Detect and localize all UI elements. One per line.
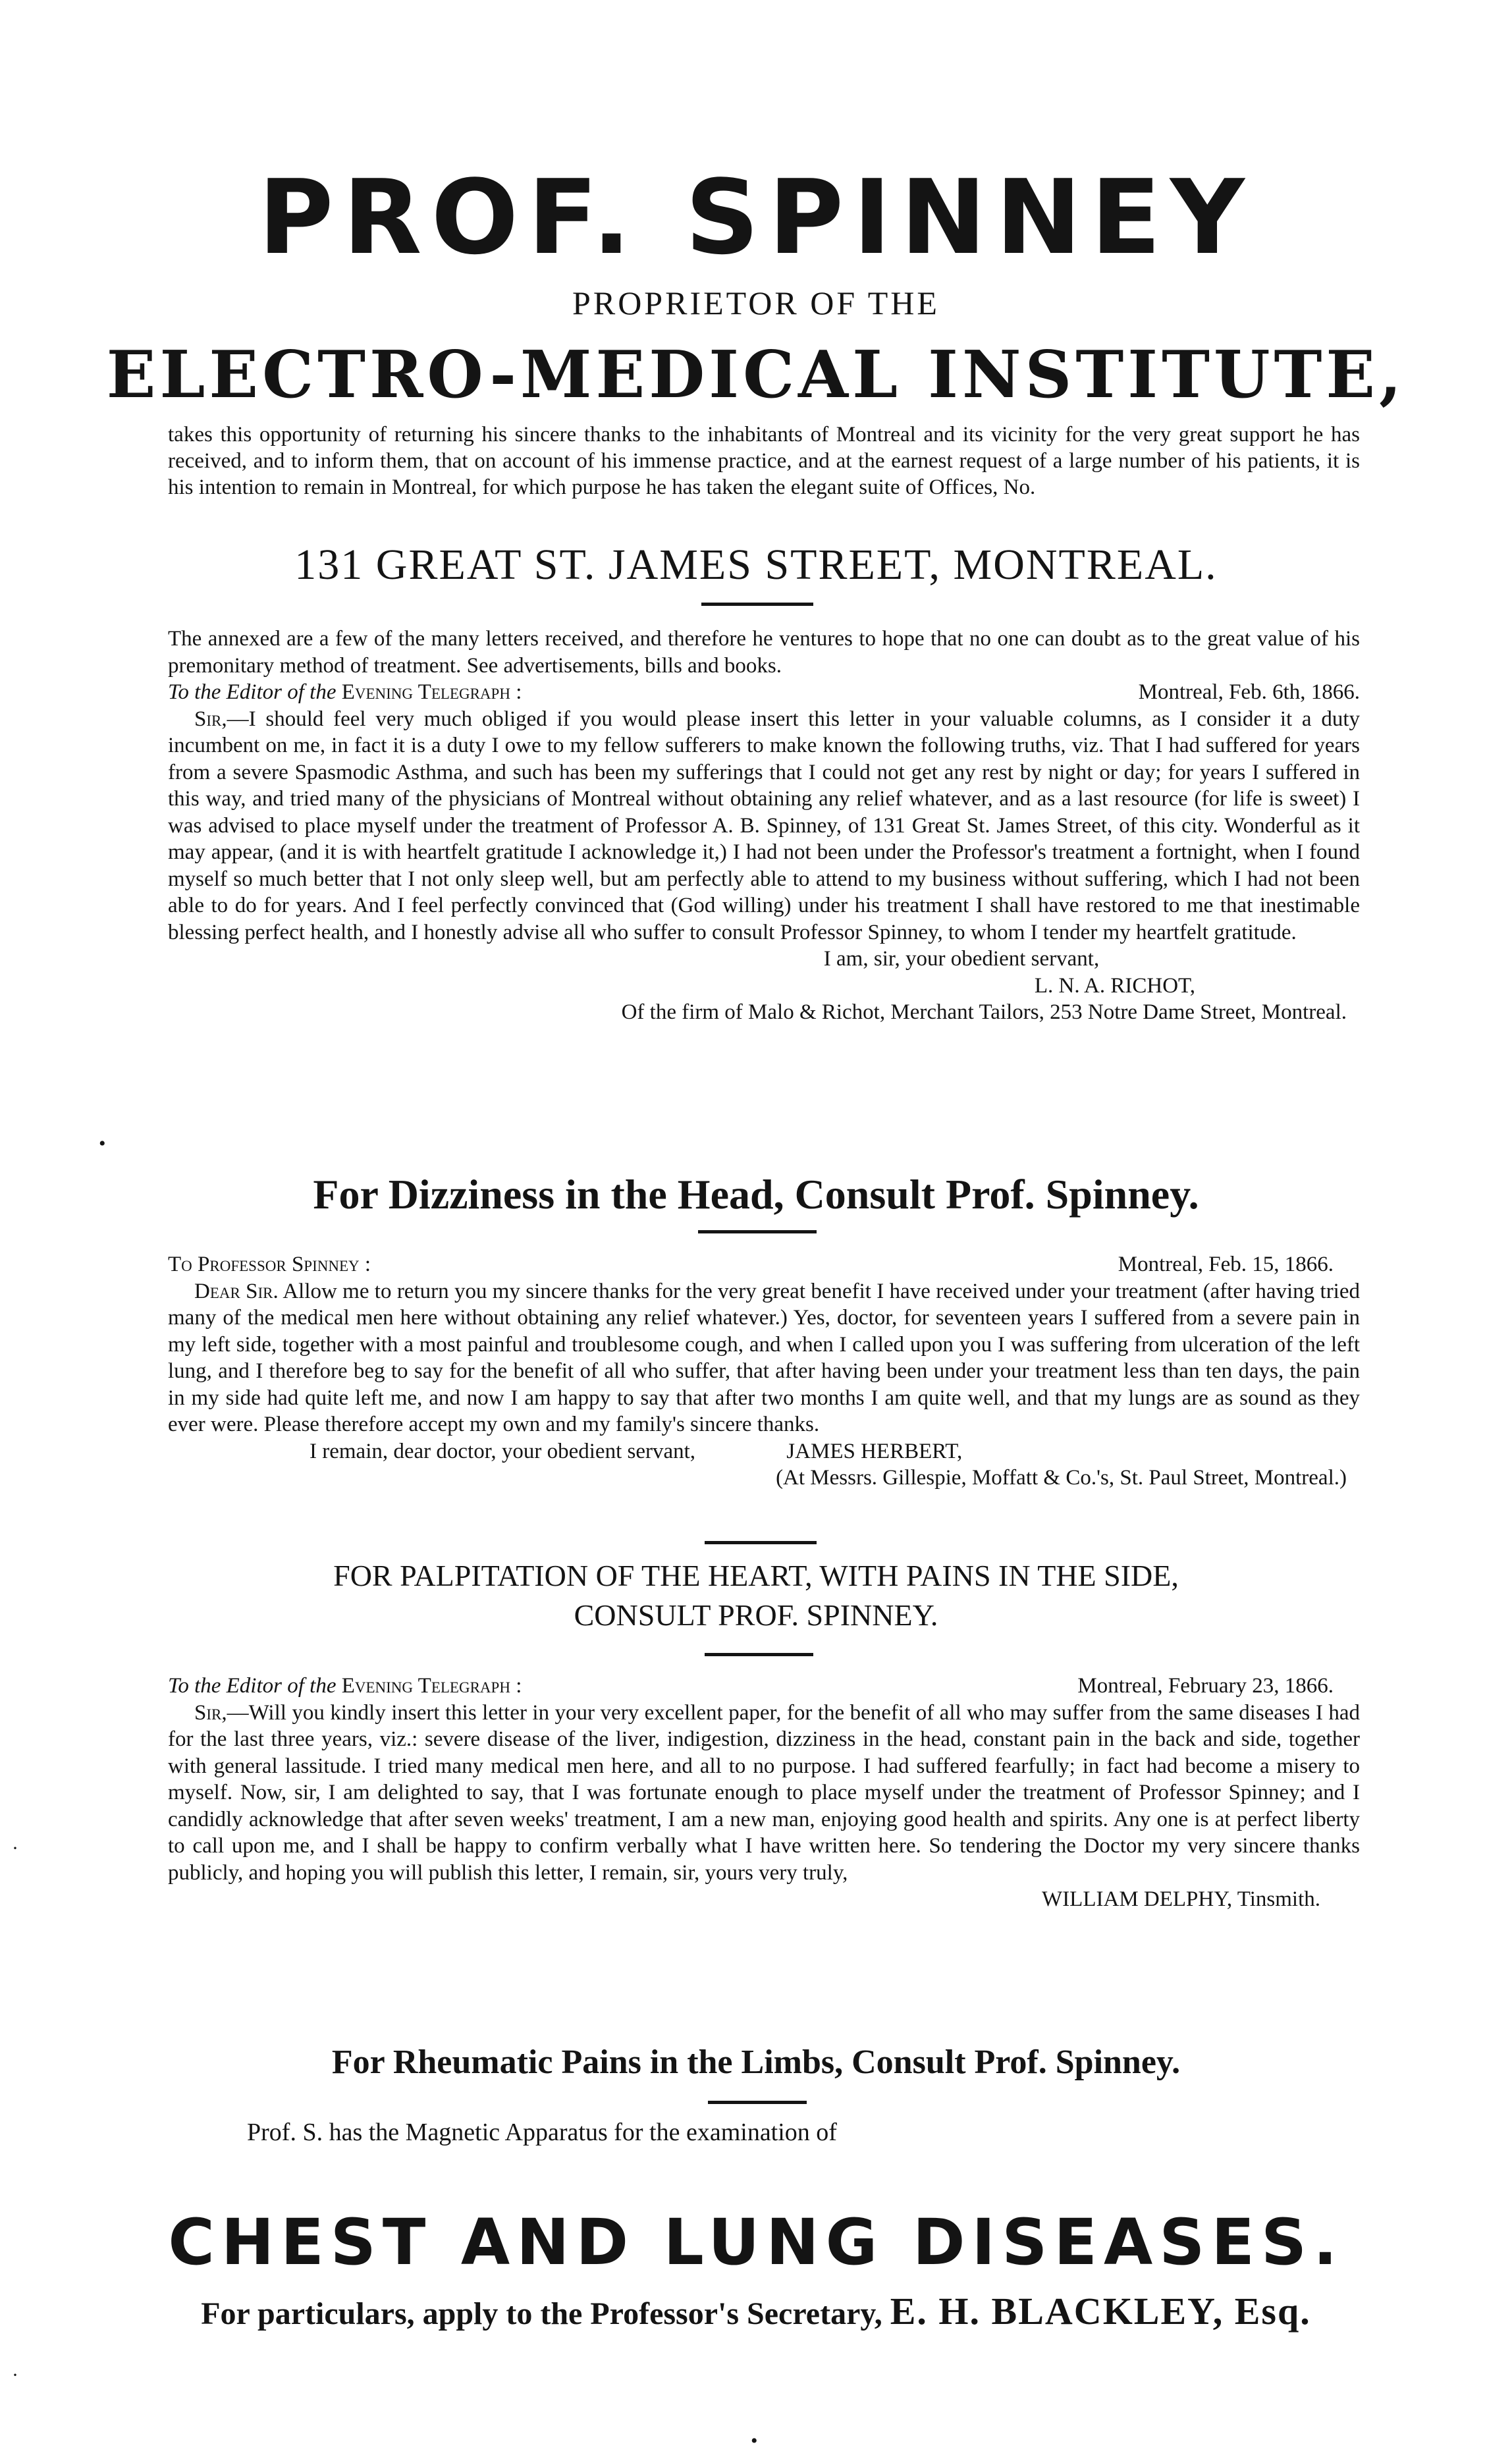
magnetic-apparatus-note: Prof. S. has the Magnetic Apparatus for the examination of: [247, 2119, 837, 2146]
letter-2-closing: I remain, dear doctor, your obedient servant,: [310, 1439, 696, 1463]
letter-3-recipient: [168, 1673, 522, 1700]
letter-3-salutation: Sir,: [194, 1700, 227, 1725]
stray-mark: ·: [12, 2364, 18, 2386]
stray-mark: •: [99, 1133, 106, 1154]
letter-2-text: Allow me to return you my sincere thanks for the very great benefit I have received under your treatment (after having tried many of the medical men here without obtaining any relief whatever.) Yes, doctor, for seventeen years I suffered from a severe pain in my left side, together with a most painful and troublesome cough, and when I called upon you I was suffering from ulceration of the left lung, and I therefore beg to say for the benefit of all who suffer, that after having been under your treatment less than ten days, the pain in my side had quite left me, and now I am happy to say that after two months I am quite well, and that my lungs are as sound as they ever were. Please therefore accept my own and my family's sincere thanks.: [168, 1279, 1360, 1436]
letter-3-body: [168, 1700, 1360, 1887]
footer-text: For particulars, apply to the Professor's Secretary,: [201, 2296, 882, 2331]
letter-2-firm: (At Messrs. Gillespie, Moffatt & Co.'s, St. Paul Street, Montreal.): [776, 1466, 1347, 1490]
letter-3-text: —Will you kindly insert this letter in your very excellent paper, for the benefit of all who may suffer from the same diseases I had for the last three years, viz.: severe disease of the liver, indigestion, dizziness in the head, constant pain in the back and side, together with general lassitude. I tried many medical men here, and all to no purpose. I had suffered fearfully; in fact had become a misery to myself. Now, sir, I am delighted to say, that I was fortunate enough to place myself under the treatment of Professor Spinney; and I candidly acknowledge that after seven weeks' treatment, I am a new man, enjoying good health and spirits. Any one is at perfect liberty to call upon me, and I shall be happy to confirm verbally what I have written here. So tendering the Doctor my very sincere thanks publicly, and hoping you will publish this letter, I remain, sir, yours very truly,: [168, 1700, 1360, 1885]
divider: [701, 603, 813, 606]
letter-1-date: Montreal, Feb. 6th, 1866.: [1138, 680, 1360, 704]
letter-2-closing-line: [168, 1438, 1360, 1465]
letter-2-body: [168, 1278, 1360, 1438]
divider: [698, 1230, 817, 1233]
letter-3-signature: WILLIAM DELPHY, Tinsmith.: [1042, 1887, 1320, 1911]
letter-2-salutation: Dear Sir.: [194, 1279, 279, 1303]
preface-paragraph: The annexed are a few of the many letters received, and therefore he ventures to hope that no one can doubt as to the great value of his premonitary method of treatment. See advertisements, bills and books.: [168, 627, 1360, 678]
letter-2-dateline: [168, 1251, 1360, 1278]
letter-1-dateline: [168, 679, 1360, 706]
footer-line: [0, 2292, 1512, 2334]
letter-3-paper: Evening Telegraph :: [341, 1674, 522, 1698]
letter-1-firm: Of the firm of Malo & Richot, Merchant Tailors, 253 Notre Dame Street, Montreal.: [621, 1000, 1347, 1024]
letter-1-body: [168, 706, 1360, 946]
letter-1-salutation: Sir,: [194, 707, 227, 731]
heading-palpitation-line-2: CONSULT PROF. SPINNEY.: [574, 1598, 938, 1632]
letter-1-section: [168, 626, 1360, 1026]
letter-3-date: Montreal, February 23, 1866.: [1077, 1674, 1334, 1698]
letter-2-recipient: To Professor Spinney :: [168, 1253, 371, 1276]
address-heading: 131 GREAT ST. JAMES STREET, MONTREAL.: [294, 541, 1218, 589]
letter-2-date: Montreal, Feb. 15, 1866.: [1118, 1253, 1334, 1276]
divider: [705, 1541, 817, 1544]
stray-mark: ·: [12, 1837, 18, 1859]
letter-3-section: [168, 1673, 1360, 1913]
letter-3-to: To the Editor of the: [168, 1674, 337, 1698]
page-title: PROF. SPINNEY: [258, 157, 1254, 277]
letter-1-paper: Evening Telegraph :: [341, 680, 522, 704]
letter-1-recipient: [168, 679, 522, 706]
letter-2-section: [168, 1251, 1360, 1492]
letter-1-text: —I should feel very much obliged if you would please insert this letter in your valuable columns, as I consider it a duty incumbent on me, in fact it is a duty I owe to my fellow sufferers to make known the following truths, viz. That I had suffered for years from a severe Spasmodic Asthma, and such has been my sufferings that I could not get any rest by night or day; for years I suffered in this way, and tried many of the physicians of Montreal without obtaining any relief whatever, and as a last resource (for life is sweet) I was advised to place myself under the treatment of Professor A. B. Spinney, of 131 Great St. James Street, of this city. Wonderful as it may appear, (and it is with heartfelt gratitude I acknowledge it,) I had not been under the Professor's treatment a fortnight, when I found myself so much better that I not only sleep well, but am perfectly able to attend to my business without suffering, which I had not been able to do for years. And I feel perfectly convinced that (God willing) under his treatment I shall have restored to me that inestimable blessing perfect health, and I honestly advise all who suffer to consult Professor Spinney, to whom I tender my heartfelt gratitude.: [168, 707, 1360, 944]
letter-1-to: To the Editor of the: [168, 680, 337, 704]
letter-1-signature: L. N. A. RICHOT,: [1034, 973, 1195, 998]
letter-3-dateline: [168, 1673, 1360, 1700]
letter-1-closing: I am, sir, your obedient servant,: [823, 947, 1100, 971]
institute-name: ELECTRO-MEDICAL INSTITUTE,: [106, 337, 1406, 413]
subtitle: PROPRIETOR OF THE: [572, 284, 940, 321]
heading-rheumatic: For Rheumatic Pains in the Limbs, Consult Prof. Spinney.: [331, 2043, 1181, 2081]
stray-mark: •: [751, 2430, 758, 2452]
secretary-name: E. H. BLACKLEY, Esq.: [890, 2290, 1311, 2333]
divider: [708, 2101, 807, 2104]
letter-2-signature: JAMES HERBERT,: [786, 1439, 963, 1463]
chest-lung-heading: CHEST AND LUNG DISEASES.: [168, 2205, 1344, 2279]
heading-palpitation: FOR PALPITATION OF THE HEART, WITH PAINS IN THE SIDE,: [333, 1559, 1179, 1592]
divider: [705, 1653, 813, 1656]
intro-paragraph: takes this opportunity of returning his sincere thanks to the inhabitants of Montreal and its vicinity for the very great support he has received, and to inform them, that on account of his immense practice, and at the earnest request of a large number of his patients, it is his intention to remain in Montreal, for which purpose he has taken the elegant suite of Offices, No.: [168, 423, 1360, 499]
heading-dizziness: For Dizziness in the Head, Consult Prof. Spinney.: [313, 1171, 1199, 1218]
